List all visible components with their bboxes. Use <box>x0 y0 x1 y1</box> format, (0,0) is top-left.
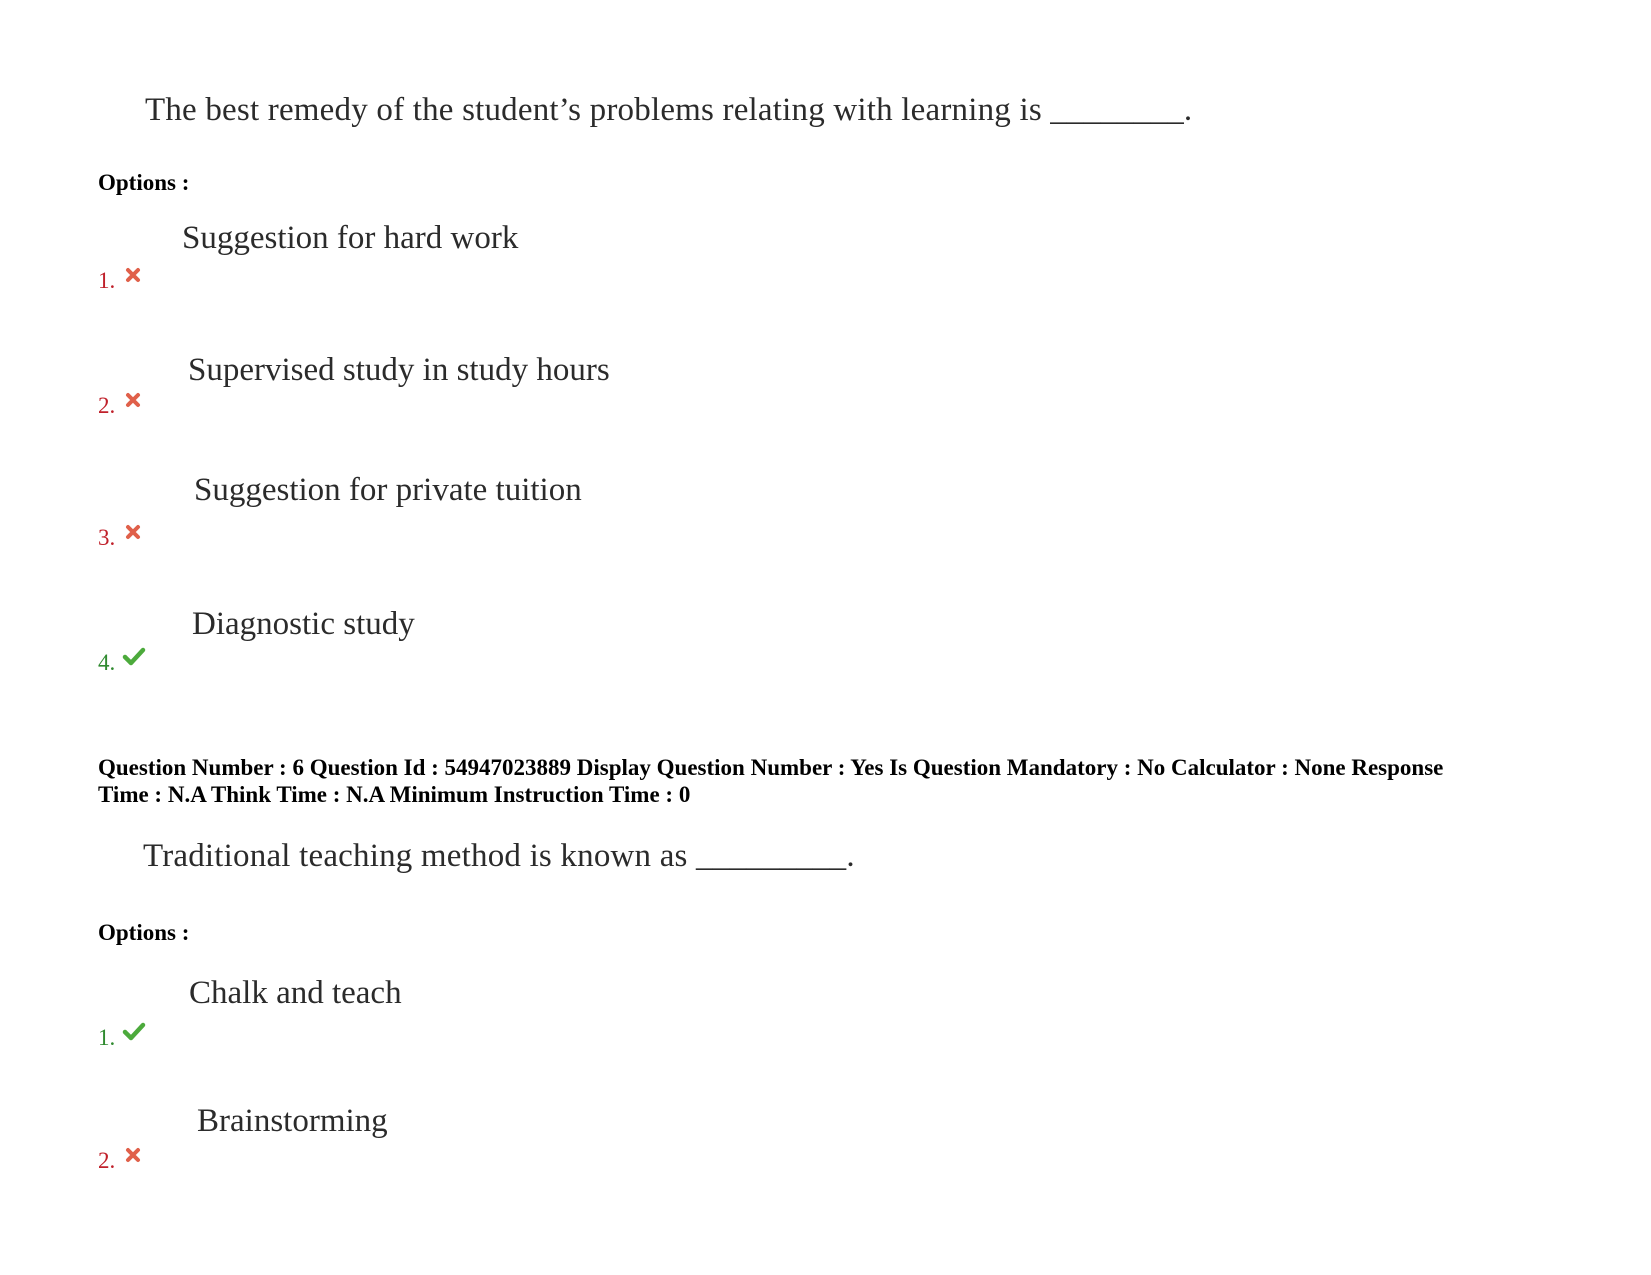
question-6-metadata <box>98 754 1578 808</box>
option-number: 2. <box>98 393 116 418</box>
option-number: 1. <box>98 1025 116 1050</box>
cross-icon <box>125 267 141 283</box>
option-number: 1. <box>98 268 116 293</box>
option-text: Suggestion for hard work <box>182 220 519 256</box>
check-icon <box>122 647 146 667</box>
option-text: Supervised study in study hours <box>188 352 610 388</box>
question-5-text: The best remedy of the student’s problems relating with learning is ________. <box>145 92 1193 128</box>
cross-icon <box>125 524 141 540</box>
check-icon <box>122 1022 146 1042</box>
question-metadata-line: Time : N.A Think Time : N.A Minimum Instruction Time : 0 <box>98 782 691 807</box>
option-number: 3. <box>98 525 116 550</box>
option-text: Diagnostic study <box>192 606 415 642</box>
cross-icon <box>125 392 141 408</box>
question-metadata-line: Question Number : 6 Question Id : 54947023889 Display Question Number : Yes Is Question Mandatory : No Calculator : None Response <box>98 755 1444 780</box>
cross-icon <box>125 1147 141 1163</box>
option-number: 2. <box>98 1148 116 1173</box>
question-6-text: Traditional teaching method is known as _________. <box>143 838 855 874</box>
option-number: 4. <box>98 650 116 675</box>
option-text: Brainstorming <box>197 1103 388 1139</box>
options-label: Options : <box>98 170 190 195</box>
option-text: Suggestion for private tuition <box>194 472 582 508</box>
option-text: Chalk and teach <box>189 975 402 1011</box>
options-label: Options : <box>98 920 190 945</box>
